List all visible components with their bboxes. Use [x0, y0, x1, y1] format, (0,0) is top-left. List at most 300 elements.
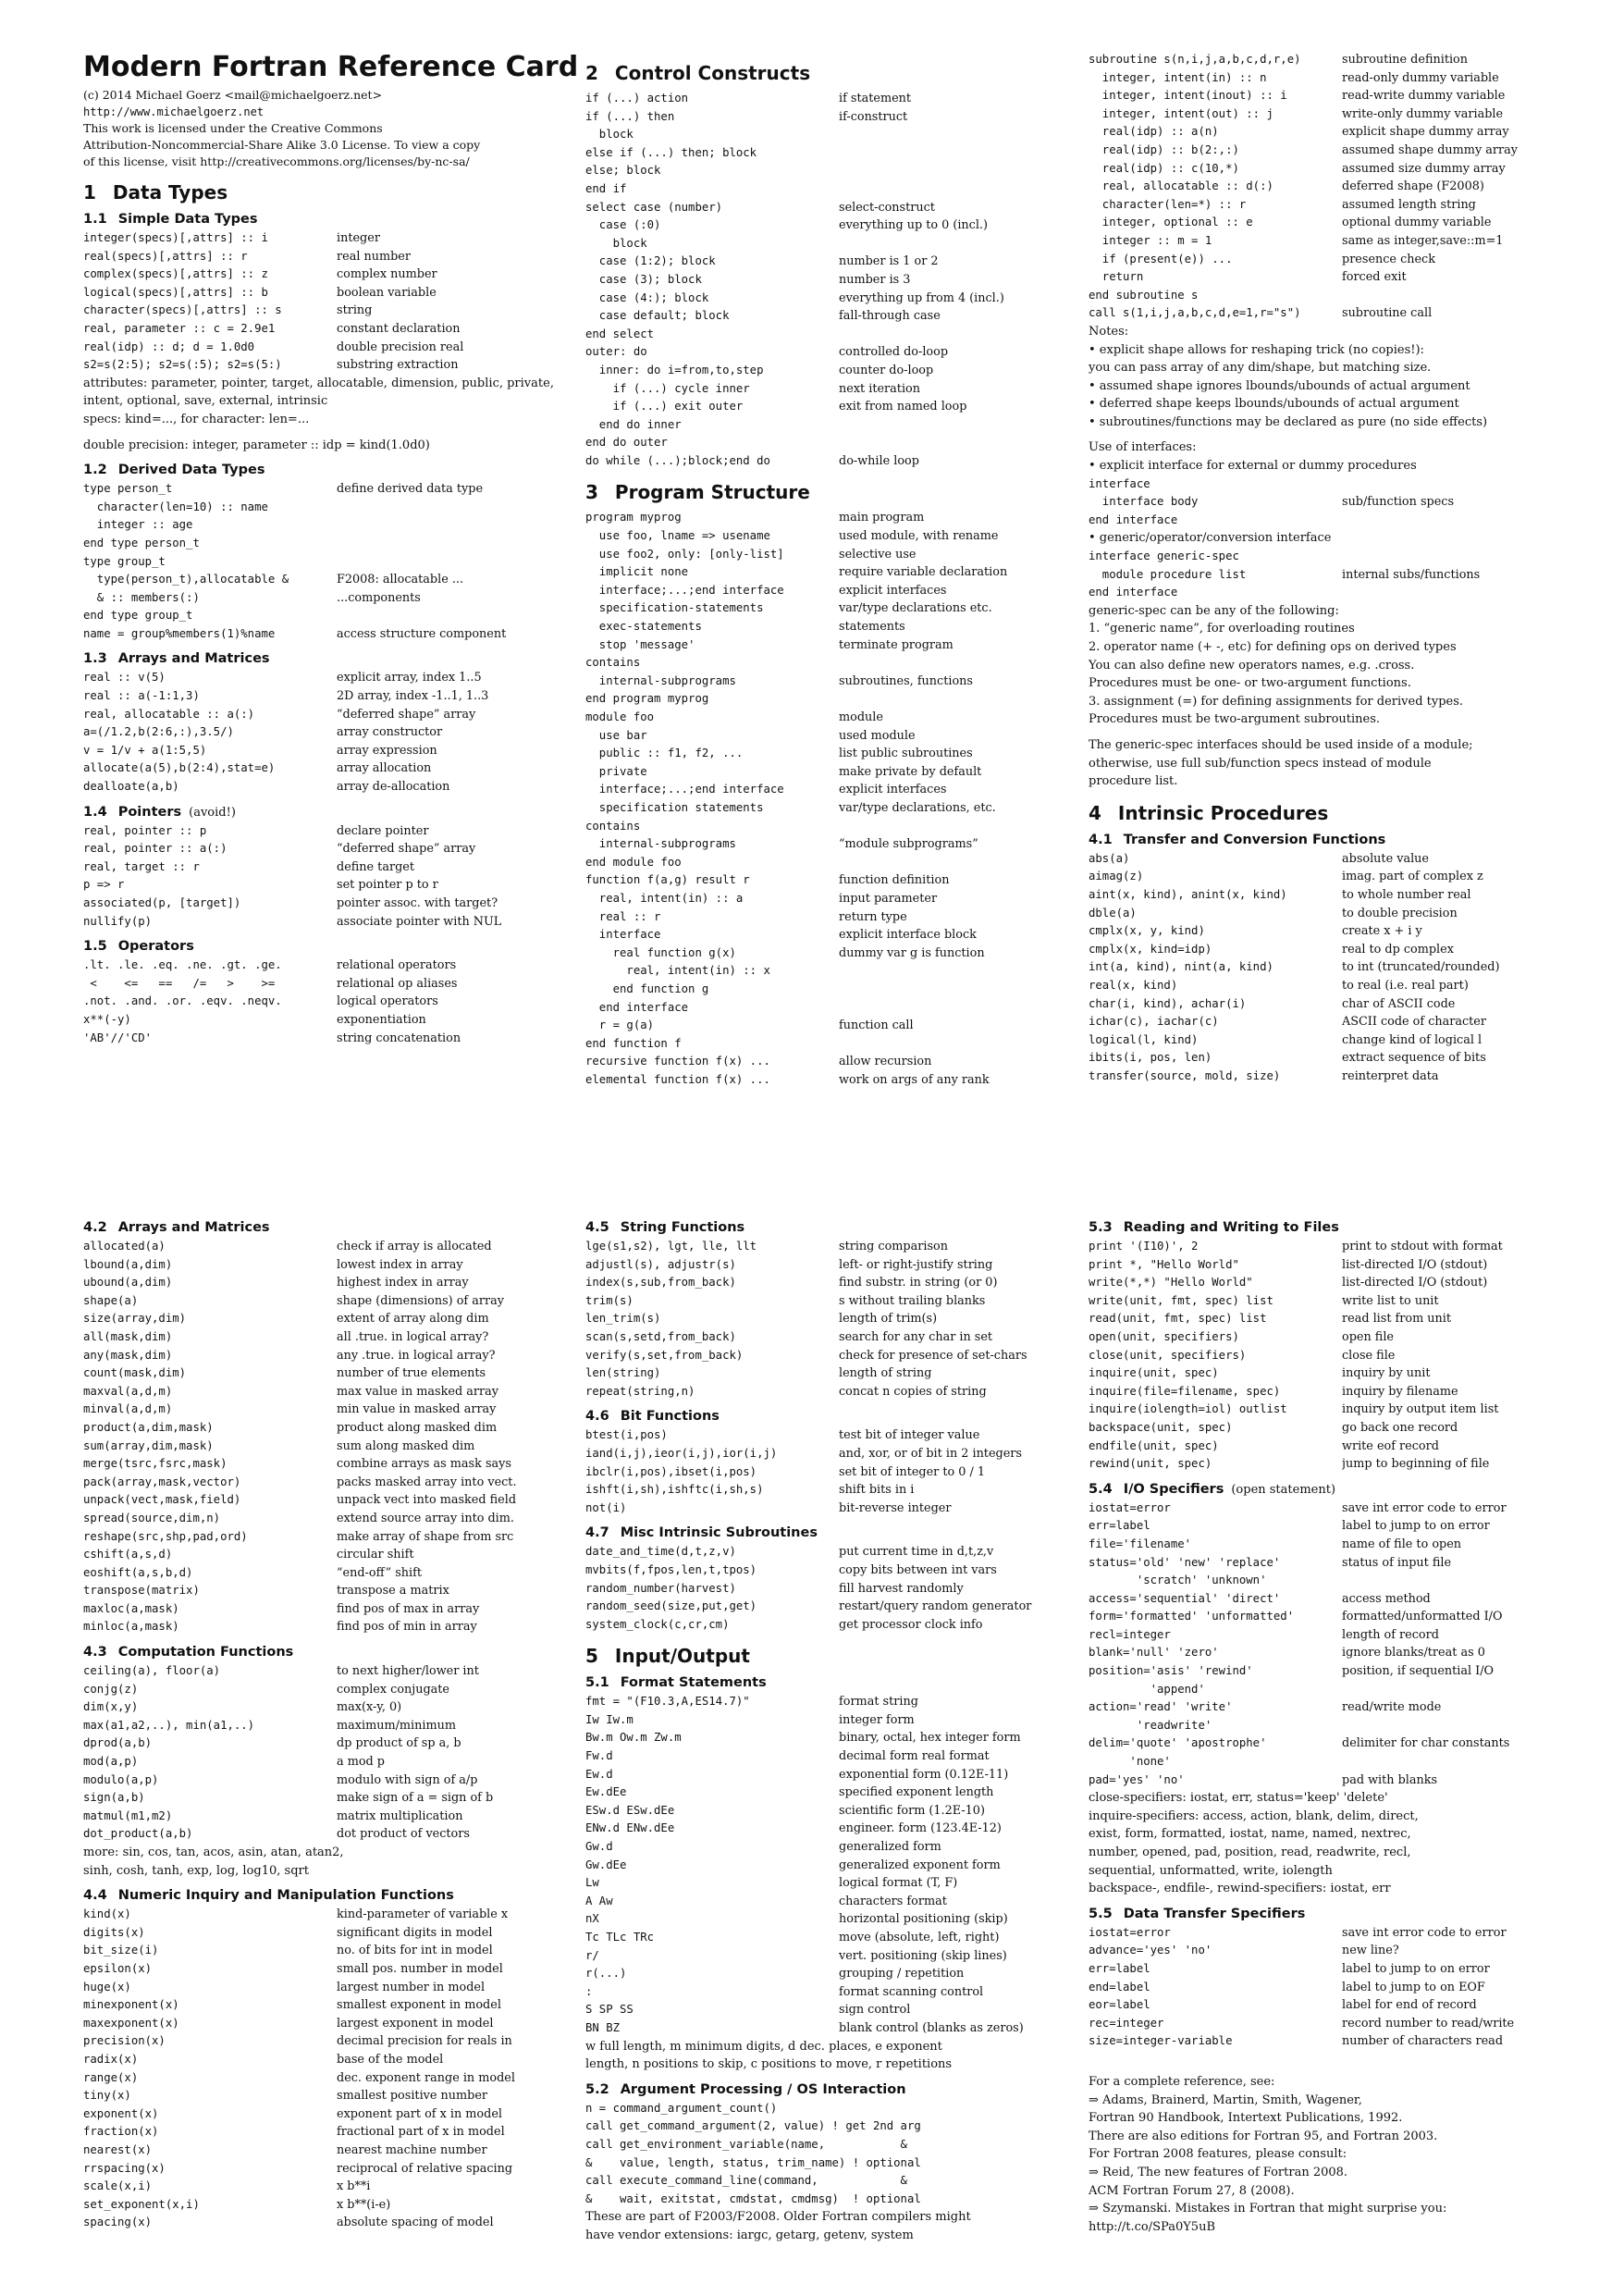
reference-row	[1089, 1662, 1588, 1681]
description: decimal precision for reals in	[337, 2034, 512, 2049]
description: pad with blanks	[1342, 1772, 1438, 1787]
code-snippet: mod(a,p)	[83, 1755, 139, 1769]
code-snippet: real :: a(-1:1,3)	[83, 689, 200, 703]
code-snippet: & value, length, status, trim_name) ! optional	[585, 2155, 921, 2169]
reference-row	[83, 1030, 583, 1048]
reference-row	[83, 1753, 583, 1771]
code-snippet: subroutine s(n,i,j,a,b,c,d,r,e)	[1089, 53, 1301, 66]
reference-row	[1089, 1292, 1588, 1311]
code-snippet: end do outer	[585, 436, 668, 450]
code-snippet: spacing(x)	[83, 2216, 153, 2229]
reference-row	[1089, 1364, 1588, 1383]
reference-row	[1089, 123, 1588, 142]
reference-row	[1089, 1238, 1588, 1256]
reference-row	[83, 1924, 583, 1943]
description: complex number	[337, 267, 437, 282]
code-snippet: 'scratch' 'unknown'	[1089, 1574, 1267, 1587]
description: deferred shape (F2008)	[1342, 179, 1484, 194]
reference-row	[585, 999, 1085, 1018]
note-text: • subroutines/functions may be declared as pure (no side effects)	[1089, 414, 1488, 429]
code-snippet: integer :: m = 1	[1089, 233, 1212, 247]
code-snippet: return	[1089, 270, 1144, 284]
description: circular shift	[337, 1548, 414, 1562]
reference-row	[83, 229, 583, 248]
reference-row	[585, 235, 1085, 253]
code-snippet: integer, intent(inout) :: i	[1089, 89, 1287, 103]
reference-row	[83, 759, 583, 778]
description: integer form	[839, 1712, 915, 1727]
subsection-heading	[585, 1675, 1085, 1690]
subsection-number: 5.2	[585, 2081, 609, 2097]
description: logical operators	[337, 994, 438, 1009]
description: allow recursion	[839, 1055, 932, 1069]
code-snippet: case default; block	[585, 309, 730, 323]
section-number: 5	[585, 1645, 598, 1668]
reference-row	[1089, 1517, 1588, 1536]
reference-row	[83, 1455, 583, 1474]
code-snippet: real function g(x)	[585, 945, 736, 959]
reference-row	[83, 1310, 583, 1328]
code-snippet: end interface	[585, 1000, 689, 1014]
description	[337, 535, 583, 553]
note-text: 1. “generic name”, for overloading routines	[1089, 622, 1355, 636]
subsection-number: 4.3	[83, 1645, 107, 1660]
reference-row	[1089, 2015, 1588, 2033]
code-snippet: call execute_command_line(command, &	[585, 2174, 907, 2188]
reference-row	[83, 1401, 583, 1419]
code-snippet: contains	[585, 656, 641, 670]
reference-row	[585, 1292, 1085, 1311]
reference-row	[83, 535, 583, 553]
reference-row	[1089, 2032, 1588, 2051]
code-snippet: nearest(x)	[83, 2142, 153, 2156]
reference-row	[83, 1238, 583, 1256]
description: vert. positioning (skip lines)	[839, 1948, 1007, 1963]
description: “deferred shape” array	[337, 707, 476, 722]
note-text: double precision: integer, parameter :: idp = kind(1.0d0)	[83, 438, 430, 452]
license-block	[83, 87, 583, 170]
description: main program	[839, 511, 925, 525]
reference-row	[83, 778, 583, 796]
reference-row	[585, 1820, 1085, 1838]
description: s without trailing blanks	[839, 1293, 986, 1308]
subsection-heading	[83, 805, 583, 820]
code-snippet: shape(a)	[83, 1293, 139, 1307]
code-snippet: block	[585, 128, 634, 142]
reference-row	[585, 673, 1085, 691]
reference-row	[1089, 1572, 1588, 1590]
reference-row	[585, 944, 1085, 963]
code-snippet: mvbits(f,fpos,len,t,tpos)	[585, 1562, 757, 1576]
code-snippet: huge(x)	[83, 1980, 131, 1994]
description: statements	[839, 620, 905, 635]
section-heading	[83, 181, 583, 204]
code-snippet: name = group%members(1)%name	[83, 626, 276, 640]
reference-row	[1089, 995, 1588, 1014]
code-snippet: integer, intent(out) :: j	[1089, 106, 1273, 120]
code-snippet: access='sequential' 'direct'	[1089, 1591, 1281, 1605]
code-snippet: lbound(a,dim)	[83, 1257, 173, 1271]
description: change kind of logical l	[1342, 1032, 1483, 1047]
description: double precision real	[337, 339, 464, 354]
code-snippet: ubound(a,dim)	[83, 1276, 173, 1290]
reference-row	[83, 1942, 583, 1960]
code-snippet: r = g(a)	[585, 1018, 655, 1032]
reference-row	[83, 480, 583, 499]
subsection-note: (open statement)	[1231, 1482, 1336, 1497]
description: everything up from 4 (incl.)	[839, 290, 1004, 305]
description: assumed size dummy array	[1342, 161, 1506, 176]
description: sub/function specs	[1342, 495, 1455, 510]
code-snippet: Gw.dEe	[585, 1858, 627, 1871]
reference-row	[83, 1564, 583, 1583]
reference-row	[1089, 905, 1588, 923]
code-snippet: random_seed(size,put,get)	[585, 1599, 757, 1613]
subsection-title: Data Transfer Specifiers	[1123, 1906, 1306, 1921]
reference-row	[585, 1729, 1085, 1747]
description: ignore blanks/treat as 0	[1342, 1646, 1485, 1660]
reference-row	[585, 1910, 1085, 1929]
code-snippet: scan(s,setd,from_back)	[585, 1329, 736, 1343]
reference-row	[585, 546, 1085, 564]
description: smallest positive number	[337, 2089, 488, 2104]
description: dummy var g is function	[839, 945, 985, 960]
code-snippet: modulo(a,p)	[83, 1772, 159, 1786]
description: make array of shape from src	[337, 1529, 514, 1544]
code-snippet: specification-statements	[585, 601, 764, 615]
reference-row	[585, 1802, 1085, 1821]
code-snippet: interface	[1089, 476, 1150, 490]
description: explicit shape dummy array	[1342, 125, 1509, 140]
note-text: inquire-specifiers: access, action, blank, delim, direct,	[1089, 1808, 1419, 1823]
code-snippet: rec=integer	[1089, 2016, 1164, 2030]
code-snippet: r(...)	[585, 1967, 627, 1981]
description: horizontal positioning (skip)	[839, 1912, 1008, 1927]
description: specified exponent length	[839, 1785, 994, 1800]
reference-row	[1089, 69, 1588, 88]
subsection-number: 5.5	[1089, 1906, 1113, 1921]
reference-row	[83, 2142, 583, 2160]
description: string concatenation	[337, 1031, 461, 1045]
code-snippet: if (...) then	[585, 109, 675, 123]
description: access method	[1342, 1591, 1431, 1606]
description: ...components	[337, 590, 421, 605]
description: array constructor	[337, 725, 443, 740]
description: module	[839, 710, 883, 724]
code-snippet: count(mask,dim)	[83, 1366, 187, 1380]
description: label to jump to on error	[1342, 1519, 1490, 1534]
description: max(x-y, 0)	[337, 1700, 402, 1715]
reference-row	[83, 706, 583, 724]
code-snippet: lge(s1,s2), lgt, lle, llt	[585, 1240, 757, 1253]
description: number is 3	[839, 272, 911, 287]
reference-row	[1089, 1274, 1588, 1292]
code-snippet: err=label	[1089, 1961, 1150, 1975]
reference-row	[1089, 1554, 1588, 1573]
reference-row	[585, 1328, 1085, 1347]
code-snippet: transfer(source, mold, size)	[1089, 1068, 1281, 1082]
reference-row	[585, 1784, 1085, 1802]
description: move (absolute, left, right)	[839, 1931, 1000, 1944]
code-snippet: dprod(a,b)	[83, 1736, 153, 1750]
reference-row	[585, 1598, 1085, 1616]
code-snippet: if (...) cycle inner	[585, 381, 750, 395]
code-snippet: function f(a,g) result r	[585, 873, 750, 887]
description: modulo with sign of a/p	[337, 1772, 478, 1787]
reference-row	[1089, 886, 1588, 905]
code-snippet: precision(x)	[83, 2034, 166, 2048]
code-snippet: contains	[585, 819, 641, 833]
code-snippet: program myprog	[585, 511, 682, 525]
section-list	[1089, 1220, 1588, 2236]
subsection-number: 5.1	[585, 1675, 609, 1691]
reference-row	[1089, 1979, 1588, 1997]
subsection-number: 1.3	[83, 651, 107, 667]
description: associate pointer with NUL	[337, 914, 502, 929]
description: find pos of max in array	[337, 1601, 480, 1616]
reference-row	[585, 362, 1085, 380]
reference-row	[1089, 1753, 1588, 1771]
reference-row	[1089, 1500, 1588, 1518]
reference-row	[83, 607, 583, 625]
code-snippet: case (4:); block	[585, 290, 709, 304]
website-link[interactable]: http://www.michaelgoerz.net	[83, 105, 265, 118]
reference-row	[1089, 868, 1588, 886]
reference-row	[83, 1681, 583, 1699]
code-snippet: advance='yes' 'no'	[1089, 1944, 1212, 1957]
description: shape (dimensions) of array	[337, 1293, 504, 1308]
reference-row	[83, 1347, 583, 1365]
code-snippet: Lw	[585, 1876, 599, 1890]
description: require variable declaration	[839, 565, 1008, 580]
code-snippet: conjg(z)	[83, 1682, 139, 1696]
note-text: exist, form, formatted, iostat, name, named, nextrec,	[1089, 1827, 1411, 1842]
reference-row	[585, 727, 1085, 746]
subsection-heading	[1089, 1220, 1588, 1235]
code-snippet: real(specs)[,attrs] :: r	[83, 249, 248, 263]
description: access structure component	[337, 626, 507, 641]
subsection-heading	[585, 1409, 1085, 1424]
column-bottom-right	[1089, 1212, 1588, 2236]
description: terminate program	[839, 637, 953, 652]
code-line	[585, 2191, 1085, 2209]
subsection-number: 5.3	[1089, 1220, 1113, 1235]
code-snippet: end if	[585, 181, 627, 195]
description: set bit of integer to 0 / 1	[839, 1464, 985, 1479]
code-snippet: date_and_time(d,t,z,v)	[585, 1545, 736, 1559]
reference-row	[1089, 1590, 1588, 1609]
reference-row	[585, 126, 1085, 144]
reference-row	[1089, 1644, 1588, 1662]
code-snippet: real, allocatable :: d(:)	[1089, 179, 1273, 193]
code-snippet: A Aw	[585, 1894, 613, 1907]
description: function call	[839, 1018, 914, 1033]
code-snippet: size=integer-variable	[1089, 2034, 1233, 2048]
code-snippet: case (:0)	[585, 218, 661, 232]
subsection-heading	[83, 651, 583, 666]
description: blank control (blanks as zeros)	[839, 2020, 1024, 2035]
reference-row	[83, 1789, 583, 1808]
description: list public subroutines	[839, 747, 973, 761]
code-snippet: recursive function f(x) ...	[585, 1055, 770, 1068]
description: char of ASCII code	[1342, 996, 1456, 1011]
description: product along masked dim	[337, 1420, 498, 1435]
reference-row	[83, 742, 583, 760]
description: subroutine definition	[1342, 53, 1468, 67]
subsection-title: I/O Specifiers	[1123, 1481, 1224, 1497]
description: internal subs/functions	[1342, 567, 1481, 582]
description: return type	[839, 909, 907, 924]
subsection-number: 1.2	[83, 463, 107, 478]
code-snippet: stop 'message'	[585, 637, 695, 651]
license-link[interactable]: of this license, visit http://creativecommons.org/licenses/by-nc-sa/	[83, 154, 470, 168]
code-snippet: system_clock(c,cr,cm)	[585, 1617, 730, 1631]
code-snippet: Bw.m Ow.m Zw.m	[585, 1731, 682, 1745]
reference-row	[83, 265, 583, 284]
description: inquiry by filename	[1342, 1384, 1458, 1399]
reference-row	[585, 416, 1085, 435]
reference-row	[585, 2001, 1085, 2019]
subsection-heading	[83, 463, 583, 477]
code-snippet: eoshift(a,s,b,d)	[83, 1565, 193, 1579]
description: ASCII code of character	[1342, 1015, 1486, 1030]
description: significant digits in model	[337, 1925, 493, 1940]
reference-row	[83, 1618, 583, 1636]
code-snippet: merge(tsrc,fsrc,mask)	[83, 1457, 228, 1471]
code-snippet: nX	[585, 1912, 599, 1926]
code-snippet: status='old' 'new' 'replace'	[1089, 1555, 1281, 1569]
code-snippet: private	[585, 764, 647, 778]
note-text: These are part of F2003/F2008. Older Fortran compilers might	[585, 2210, 971, 2225]
subsection-number: 4.1	[1089, 832, 1113, 847]
description: to int (truncated/rounded)	[1342, 960, 1500, 975]
reference-row	[1089, 1438, 1588, 1456]
description: scientific form (1.2E-10)	[839, 1803, 985, 1818]
description: F2008: allocatable ...	[337, 573, 464, 587]
description	[839, 434, 1085, 452]
note-text: ACM Fortran Forum 27, 8 (2008).	[1089, 2183, 1295, 2198]
code-snippet: product(a,dim,mask)	[83, 1420, 214, 1434]
reference-row	[1089, 1734, 1588, 1753]
spacer	[83, 429, 583, 437]
reference-row	[83, 2123, 583, 2142]
reference-row	[1089, 584, 1588, 602]
reference-row	[585, 180, 1085, 199]
reference-row	[83, 1546, 583, 1564]
reference-row	[585, 199, 1085, 217]
reference-row	[585, 890, 1085, 908]
code-snippet: elemental function f(x) ...	[585, 1072, 770, 1086]
subsection-title: Misc Intrinsic Subroutines	[620, 1525, 818, 1541]
license-line: This work is licensed under the Creative Commons	[83, 121, 383, 135]
reference-row	[83, 669, 583, 687]
code-snippet: action='read' 'write'	[1089, 1700, 1233, 1714]
description: characters format	[839, 1894, 947, 1908]
section-list	[585, 1220, 1085, 2245]
code-snippet: tiny(x)	[83, 2089, 131, 2103]
description: close file	[1342, 1348, 1396, 1363]
subsection-title: Reading and Writing to Files	[1123, 1220, 1339, 1235]
license-line: Attribution-Noncommercial-Share Alike 3.0 License. To view a copy	[83, 138, 481, 152]
description: format string	[839, 1695, 918, 1710]
reference-row	[1089, 1419, 1588, 1438]
description: subroutine call	[1342, 306, 1433, 321]
code-snippet: select case (number)	[585, 200, 723, 214]
description: unpack vect into masked field	[337, 1493, 517, 1508]
description: real to dp complex	[1342, 942, 1454, 957]
description: shift bits in i	[839, 1483, 915, 1498]
reference-row	[585, 1711, 1085, 1730]
description: if statement	[839, 92, 912, 105]
section-title: Input/Output	[614, 1645, 750, 1668]
code-snippet: aint(x, kind), anint(x, kind)	[1089, 887, 1287, 901]
description: maximum/minimum	[337, 1718, 456, 1733]
reference-row	[585, 1274, 1085, 1292]
description: exponent part of x in model	[337, 2106, 502, 2121]
reference-row	[83, 1734, 583, 1753]
description	[839, 126, 1085, 144]
description: max value in masked array	[337, 1384, 498, 1399]
description: number is 1 or 2	[839, 254, 939, 269]
code-snippet: Tc TLc TRc	[585, 1931, 655, 1944]
description: do-while loop	[839, 453, 919, 468]
section-number: 1	[83, 181, 96, 204]
code-snippet: complex(specs)[,attrs] :: z	[83, 267, 268, 281]
reference-row	[585, 1929, 1085, 1947]
reference-row	[83, 723, 583, 742]
section-title: Program Structure	[614, 481, 810, 504]
reference-row	[83, 1419, 583, 1438]
code-snippet: unpack(vect,mask,field)	[83, 1493, 241, 1507]
reference-row	[83, 1662, 583, 1681]
description: extend source array into dim.	[337, 1511, 514, 1525]
subsection-heading	[83, 1888, 583, 1903]
note-text: length, n positions to skip, c positions to move, r repetitions	[585, 2057, 953, 2072]
note-text: ⇒ Szymanski. Mistakes in Fortran that might surprise you:	[1089, 2202, 1447, 2216]
description: presence check	[1342, 252, 1435, 266]
code-snippet: pad='yes' 'no'	[1089, 1772, 1185, 1786]
reference-row	[585, 271, 1085, 290]
reference-row	[83, 2160, 583, 2179]
code-snippet: outer: do	[585, 345, 647, 359]
description: string	[337, 303, 373, 318]
code-snippet: read(unit, fmt, spec) list	[1089, 1312, 1267, 1326]
code-snippet: ibits(i, pos, len)	[1089, 1051, 1212, 1065]
description: absolute spacing of model	[337, 2216, 494, 2230]
description	[1342, 1572, 1588, 1590]
note-text: There are also editions for Fortran 95, and Fortran 2003.	[1089, 2129, 1438, 2143]
code-snippet: associated(p, [target])	[83, 896, 241, 909]
reference-row	[1089, 142, 1588, 160]
subsection-heading	[1089, 1907, 1588, 1921]
subsection-heading	[83, 212, 583, 227]
code-snippet: real, pointer :: p	[83, 823, 207, 837]
page-title: Modern Fortran Reference Card	[83, 51, 579, 83]
subsection-title: Simple Data Types	[117, 212, 258, 227]
reference-row	[83, 1510, 583, 1528]
reference-row	[83, 499, 583, 517]
description	[839, 235, 1085, 253]
code-snippet: delim='quote' 'apostrophe'	[1089, 1736, 1267, 1750]
reference-row	[1089, 1328, 1588, 1347]
reference-row	[83, 516, 583, 535]
description: all .true. in logical array?	[337, 1329, 489, 1344]
code-snippet: ENw.d ENw.dEe	[585, 1821, 675, 1835]
note-text: • assumed shape ignores lbounds/ubounds of actual argument	[1089, 378, 1470, 393]
section-list	[1089, 51, 1588, 1085]
code-snippet: integer :: age	[83, 518, 193, 532]
code-snippet: range(x)	[83, 2070, 139, 2084]
